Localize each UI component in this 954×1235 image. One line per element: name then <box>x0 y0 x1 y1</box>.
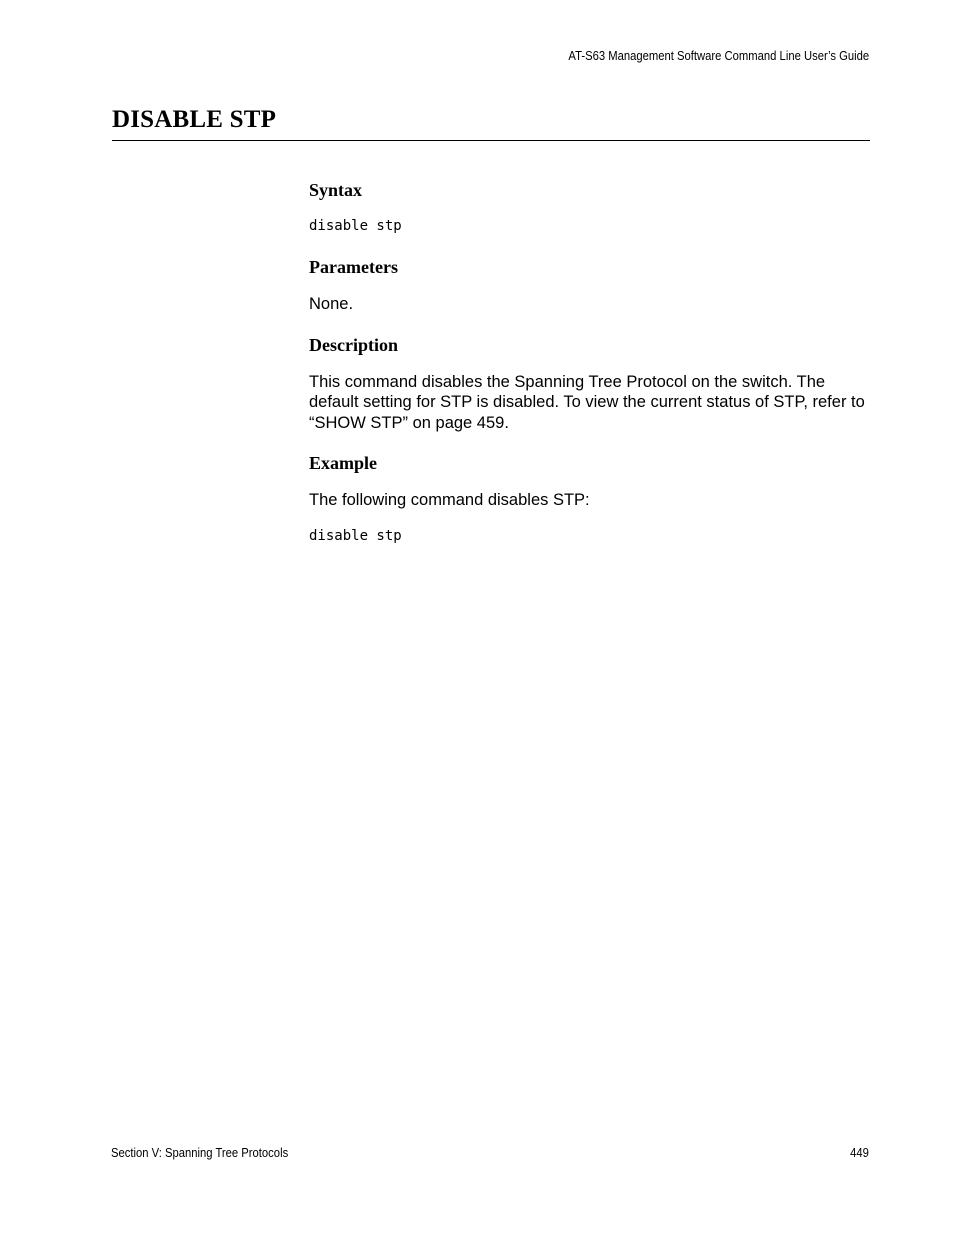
running-header: AT-S63 Management Software Command Line User’s Guide <box>568 49 869 63</box>
syntax-code: disable stp <box>309 218 402 234</box>
example-heading: Example <box>309 453 378 473</box>
parameters-text: None. <box>309 295 354 313</box>
title-divider <box>112 140 870 141</box>
syntax-heading: Syntax <box>309 180 363 200</box>
running-footer <box>111 1146 869 1160</box>
page-title: DISABLE STP <box>112 106 277 133</box>
example-text: The following command disables STP: <box>309 491 590 509</box>
command-content <box>309 178 871 546</box>
page-number: 449 <box>850 1146 869 1160</box>
description-text: This command disables the Spanning Tree Protocol on the switch. The default setting for STP is disabled. To view the current status of STP, refer to “SHOW STP” on page 459. <box>309 372 865 432</box>
parameters-heading: Parameters <box>309 257 398 277</box>
footer-section-title: Section V: Spanning Tree Protocols <box>111 1146 289 1160</box>
example-code: disable stp <box>309 527 402 544</box>
description-heading: Description <box>309 334 398 355</box>
